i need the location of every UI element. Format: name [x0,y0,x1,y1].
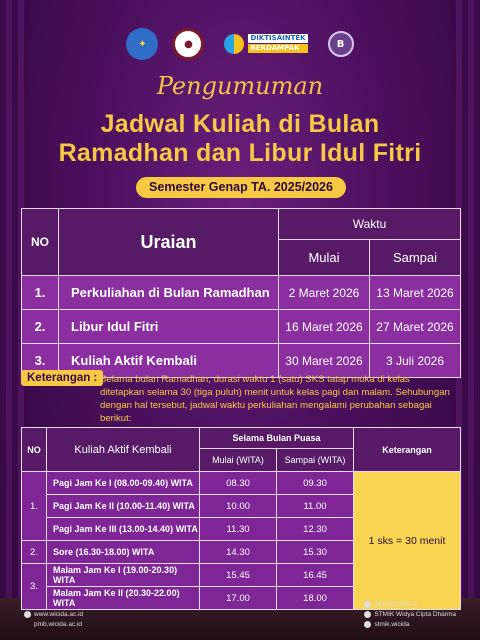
instagram-icon [364,621,371,628]
col-keterangan: Keterangan [354,428,461,472]
row-name: Perkuliahan di Bulan Ramadhan [59,276,279,310]
diktisaintek-logo [218,30,313,58]
row-name: Malam Jam Ke I (19.00-20.30) WITA [47,564,200,587]
note-label: Keterangan : [21,370,103,386]
row-start: 08.30 [200,472,277,495]
footer-right [364,600,456,630]
row-no: 2. [22,310,59,344]
row-end: 09.30 [277,472,354,495]
table-row [22,472,461,495]
row-end: 3 Juli 2026 [370,344,461,378]
logo-text-1: DIKTISAINTEK [250,34,306,42]
b-logo: B [328,31,354,57]
row-name: Pagi Jam Ke I (08.00-09.40) WITA [47,472,200,495]
announcement-script: Pengumuman [156,72,324,100]
row-end: 27 Maret 2026 [370,310,461,344]
table-row [22,276,461,310]
col-sampai: Sampai [370,240,461,276]
hours-table [21,427,461,610]
footer-left [24,610,83,630]
phone-number: 081549198171 [374,601,418,608]
row-no: 3. [22,564,47,610]
row-name: Libur Idul Fitri [59,310,279,344]
row-start: 14.30 [200,541,277,564]
table-row [22,310,461,344]
row-start: 2 Maret 2026 [279,276,370,310]
tut-wuri-logo: ✦ [126,28,158,60]
schedule-table [21,208,461,378]
row-name: Pagi Jam Ke III (13.00-14.40) WITA [47,518,200,541]
note-text: Selama bulan Ramadhan, durasi waktu 1 (satu) SKS tatap muka di kelas ditetapkan selama 30 (tiga puluh) menit untuk kelas pagi dan malam. Sehubungan dengan hal tersebut, jadwal waktu perkuliahan mengalami perubahan sebagai berikut: [100,374,450,424]
youtube-facebook-icon [364,611,371,618]
row-start: 17.00 [200,587,277,610]
website-link[interactable]: www.wicida.ac.id [34,611,84,618]
row-start: 30 Maret 2026 [279,344,370,378]
title-line-1: Jadwal Kuliah di Bulan [100,110,380,138]
row-name: Malam Jam Ke II (20.30-22.00) WITA [47,587,200,610]
row-start: 16 Maret 2026 [279,310,370,344]
col-mulai: Mulai [279,240,370,276]
social-name: STMIK Widya Cipta Dharma [374,611,456,618]
col-puasa: Selama Bulan Puasa [200,428,354,449]
row-no: 2. [22,541,47,564]
page-title [0,110,480,168]
semester-badge: Semester Genap TA. 2025/2026 [136,177,346,198]
row-end: 16.45 [277,564,354,587]
col-waktu: Waktu [279,209,461,240]
row-start: 10.00 [200,495,277,518]
keterangan-value: 1 sks = 30 menit [354,472,461,610]
instagram-handle: stmik.wicida [374,621,410,628]
row-name: Pagi Jam Ke II (10.00-11.40) WITA [47,495,200,518]
logo-text-2: BERDAMPAK [248,44,307,53]
col-no: NO [22,428,47,472]
whatsapp-icon [364,601,371,608]
row-end: 13 Maret 2026 [370,276,461,310]
col-sampai: Sampai (WITA) [277,449,354,472]
row-end: 11.00 [277,495,354,518]
row-no: 1. [22,472,47,541]
row-end: 15.30 [277,541,354,564]
globe-icon [24,611,31,618]
pmb-link[interactable]: pmb.wicida.ac.id [34,621,83,628]
row-start: 11.30 [200,518,277,541]
row-end: 18.00 [277,587,354,610]
title-line-2: Ramadhan dan Libur Idul Fitri [58,139,422,167]
row-name: Kuliah Aktif Kembali [59,344,279,378]
col-uraian: Uraian [59,209,279,276]
row-no: 1. [22,276,59,310]
row-end: 12.30 [277,518,354,541]
row-start: 15.45 [200,564,277,587]
row-name: Sore (16.30-18.00) WITA [47,541,200,564]
campus-seal-logo: ● [172,28,204,60]
row-no: 3. [22,344,59,378]
col-no: NO [22,209,59,276]
logo-row [0,28,480,60]
col-mulai: Mulai (WITA) [200,449,277,472]
col-kuliah: Kuliah Aktif Kembali [47,428,200,472]
